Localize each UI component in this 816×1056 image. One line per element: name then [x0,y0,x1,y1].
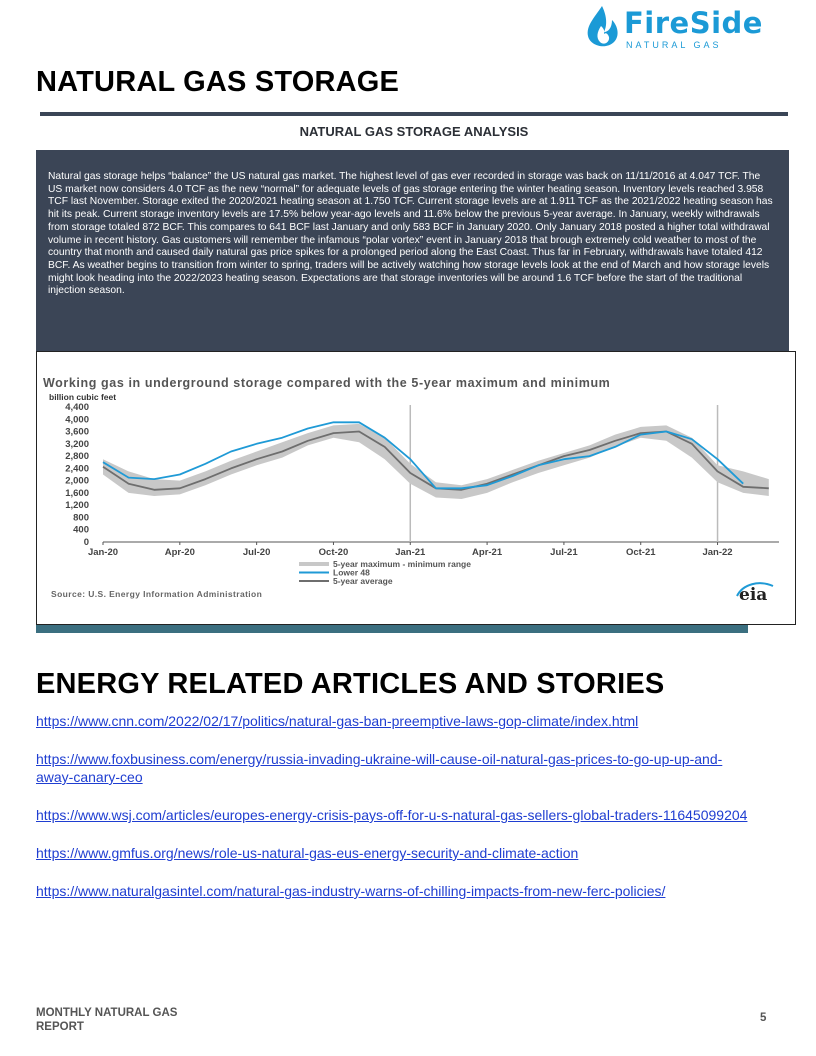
y-tick-label: 2,000 [65,475,89,487]
legend-lower-48-label: Lower 48 [333,567,370,578]
eia-logo: eia [739,585,768,605]
y-tick-label: 1,200 [65,500,89,512]
article-link[interactable]: https://www.gmfus.org/news/role-us-natural-gas-eus-energy-security-and-climate-action [36,845,579,861]
article-link[interactable]: https://www.wsj.com/articles/europes-energy-crisis-pays-off-for-u-s-natural-gas-sellers-global-traders-11645099204 [36,807,748,823]
articles-title: ENERGY RELATED ARTICLES AND STORIES [36,668,665,700]
y-tick-label: 0 [83,537,89,548]
y-tick-label: 400 [73,524,89,536]
y-tick-label: 4,000 [65,414,89,426]
storage-chart [36,351,796,625]
analysis-text: Natural gas storage helps “balance” the US natural gas market. The highest level of gas ever recorded in storage was back on 11/11/2016 at 4.047 TCF. The US market now considers 4.0 TCF as the new “normal” for adequate levels of gas storage entering the winter heating season. Inventory levels reached 3.958 TCF last November. Storage exited the 2020/2021 heating season at 1.750 TCF. Current storage levels are at 1.911 TCF as the 2021/2022 heating season has hit its peak. Current storage inventory levels are 17.5% below year-ago levels and 11.6% below the previous 5-year average. In January, weekly withdrawals from storage totaled 872 BCF. This compares to 641 BCF last January and only 583 BCF in January 2020. Only January 2018 posted a higher total withdrawal volume in recent history. Gas customers will remember the infamous “polar vortex” event in January 2018 that brough extremely cold weather to most of the country that month and caused daily natural gas price spikes for a prolonged period along the East Coast. Thus far in February, withdrawals have totaled 412 BCF. As weather begins to transition from winter to spring, traders will be actively watching how storage levels look at the end of March and how storage levels might look heading into the 2022/2023 heating season. Expectations are that storage inventories will be around 1.6 TCF before the start of the traditional injection season. [48,171,773,297]
section-divider [40,112,788,116]
article-link[interactable]: https://www.naturalgasintel.com/natural-gas-industry-warns-of-chilling-impacts-from-new-ferc-policies/ [36,883,666,899]
article-link[interactable]: https://www.cnn.com/2022/02/17/politics/natural-gas-ban-preemptive-laws-gop-climate/index.html [36,713,639,729]
brand-name: FireSide [624,6,763,40]
x-tick-label: Jan-21 [395,547,426,558]
chart-ylabel: billion cubic feet [49,392,117,402]
x-tick-label: Jul-20 [242,547,271,558]
y-tick-label: 2,800 [65,451,89,463]
y-tick-label: 800 [73,512,89,524]
legend-range-label: 5-year maximum - minimum range [333,559,471,569]
page-number: 5 [760,1012,767,1024]
chart-source: Source: U.S. Energy Information Administration [51,589,263,599]
articles-list [36,712,756,920]
legend-average-label: 5-year average [333,576,393,586]
brand-logo [584,4,774,50]
brand-subtitle: NATURAL GAS [626,40,722,50]
x-tick-label: Oct-20 [318,547,349,558]
y-tick-label: 4,400 [65,402,89,413]
y-tick-label: 3,600 [65,426,89,438]
x-tick-label: Apr-20 [164,547,195,558]
x-tick-label: Jan-20 [87,547,119,558]
y-tick-label: 1,600 [65,487,89,499]
x-tick-label: Apr-21 [472,547,503,558]
section-title: NATURAL GAS STORAGE [36,66,400,98]
storage-chart-svg [37,352,795,624]
footer-report-name: MONTHLY NATURAL GAS REPORT [36,1007,178,1033]
flame-drop-icon [584,4,624,50]
analysis-heading: NATURAL GAS STORAGE ANALYSIS [299,124,529,139]
chart-title: Working gas in underground storage compared with the 5-year maximum and minimum [43,376,611,390]
y-tick-label: 3,200 [65,438,89,450]
x-tick-label: Jan-22 [702,547,733,558]
chart-underbar [36,625,748,633]
analysis-panel [36,150,789,352]
y-tick-label: 2,400 [65,463,89,475]
x-tick-label: Jul-21 [550,547,578,558]
x-tick-label: Oct-21 [625,547,656,558]
article-link[interactable]: https://www.foxbusiness.com/energy/russia-invading-ukraine-will-cause-oil-natural-gas-prices-to-go-up-up-and-away-canary-ceo [36,751,723,785]
